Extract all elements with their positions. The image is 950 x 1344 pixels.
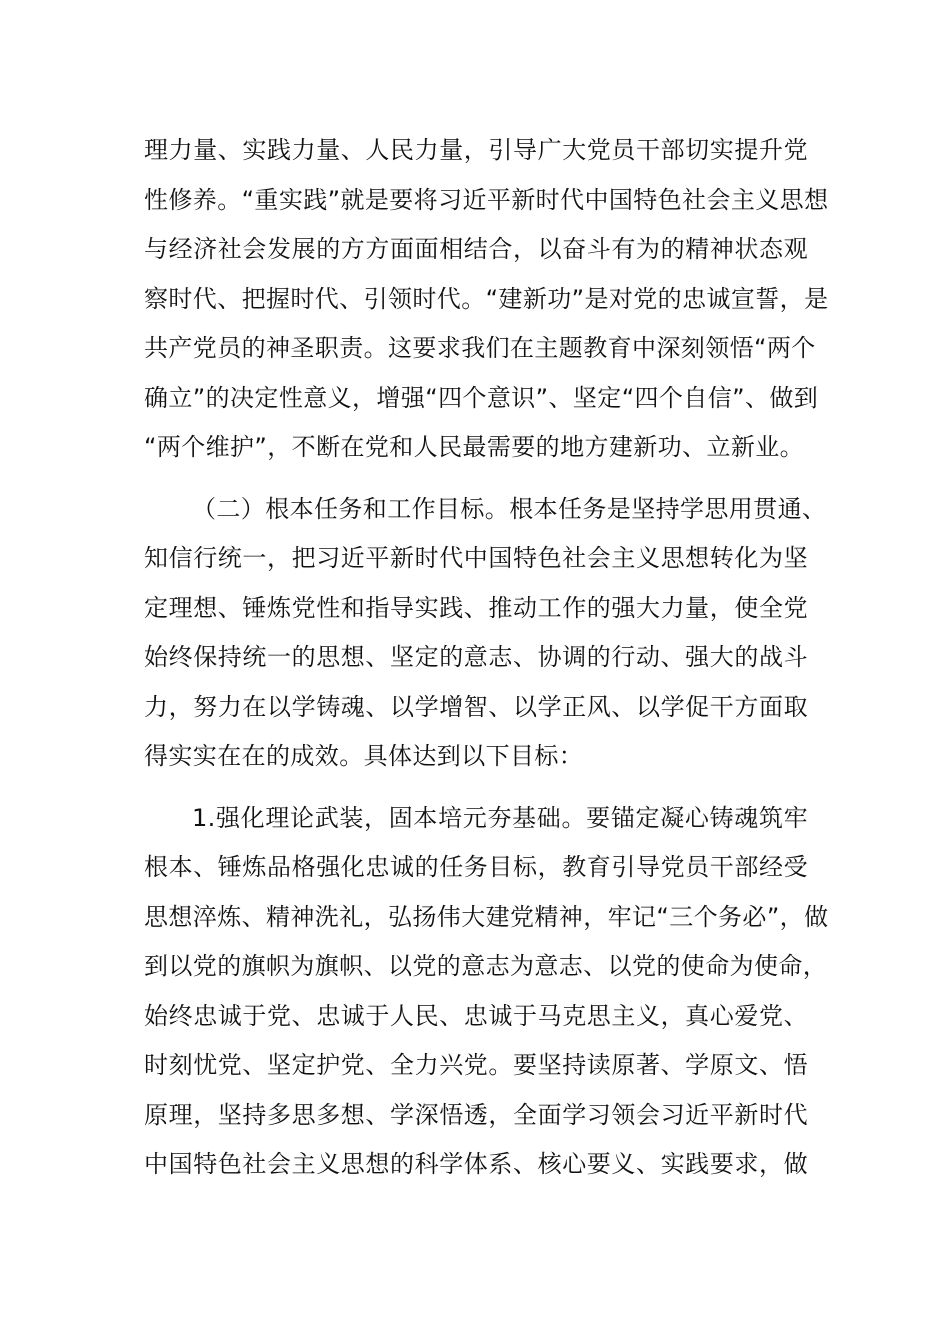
- paragraph-2-line-1: （二）根本任务和工作目标。根本任务是坚持学思用贯通、: [192, 494, 827, 523]
- paragraph-3-line-8: 中国特色社会主义思想的科学体系、核心要义、实践要求，做: [144, 1150, 808, 1178]
- document-body: [144, 126, 829, 1190]
- paragraph-3-line-7: 原理，坚持多思多想、学深悟透，全面学习领会习近平新时代: [144, 1100, 808, 1129]
- paragraph-2-line-2: 知信行统一，把习近平新时代中国特色社会主义思想转化为坚: [144, 544, 808, 572]
- paragraph-1-line-2: 性修养。“重实践”就是要将习近平新时代中国特色社会主义思想: [144, 185, 829, 214]
- paragraph-3-line-3: 思想淬炼、精神洗礼，弘扬伟大建党精神，牢记“三个务必”，做: [144, 902, 829, 931]
- paragraph-1-line-6: 确立”的决定性意义，增强“四个意识”、坚定“四个自信”、做到: [144, 383, 819, 412]
- paragraph-gap: [144, 473, 808, 485]
- paragraph-2-line-6: 得实实在在的成效。具体达到以下目标：: [144, 742, 584, 770]
- paragraph-3-line-5: 始终忠诚于党、忠诚于人民、忠诚于马克思主义，真心爱党、: [144, 1001, 808, 1030]
- paragraph-2-line-4: 始终保持统一的思想、坚定的意志、协调的行动、强大的战斗: [144, 643, 808, 671]
- paragraph-1-line-5: 共产党员的神圣职责。这要求我们在主题教育中深刻领悟“两个: [144, 334, 816, 362]
- paragraph-2-line-5: 力，努力在以学铸魂、以学增智、以学正风、以学促干方面取: [144, 692, 808, 721]
- paragraph-1-line-3: 与经济社会发展的方方面面相结合，以奋斗有为的精神状态观: [144, 235, 808, 263]
- paragraph-1-line-4: 察时代、把握时代、引领时代。“建新功”是对党的忠诚宣誓，是: [144, 284, 829, 313]
- paragraph-3-line-2: 根本、锤炼品格强化忠诚的任务目标，教育引导党员干部经受: [144, 853, 808, 881]
- paragraph-3-line-6: 时刻忧党、坚定护党、全力兴党。要坚持读原著、学原文、悟: [144, 1051, 808, 1079]
- paragraph-1-line-7: “两个维护”，不断在党和人民最需要的地方建新功、立新业。: [144, 433, 805, 461]
- paragraph-3-line-4: 到以党的旗帜为旗帜、以党的意志为意志、以党的使命为使命，: [144, 952, 828, 980]
- paragraph-gap: [144, 782, 808, 794]
- paragraph-2-line-3: 定理想、锤炼党性和指导实践、推动工作的强大力量，使全党: [144, 593, 808, 622]
- paragraph-1-line-1: 理力量、实践力量、人民力量，引导广大党员干部切实提升党: [144, 136, 808, 164]
- paragraph-3-line-1: 1.强化理论武装，固本培元夯基础。要锚定凝心铸魂筑牢: [192, 803, 808, 832]
